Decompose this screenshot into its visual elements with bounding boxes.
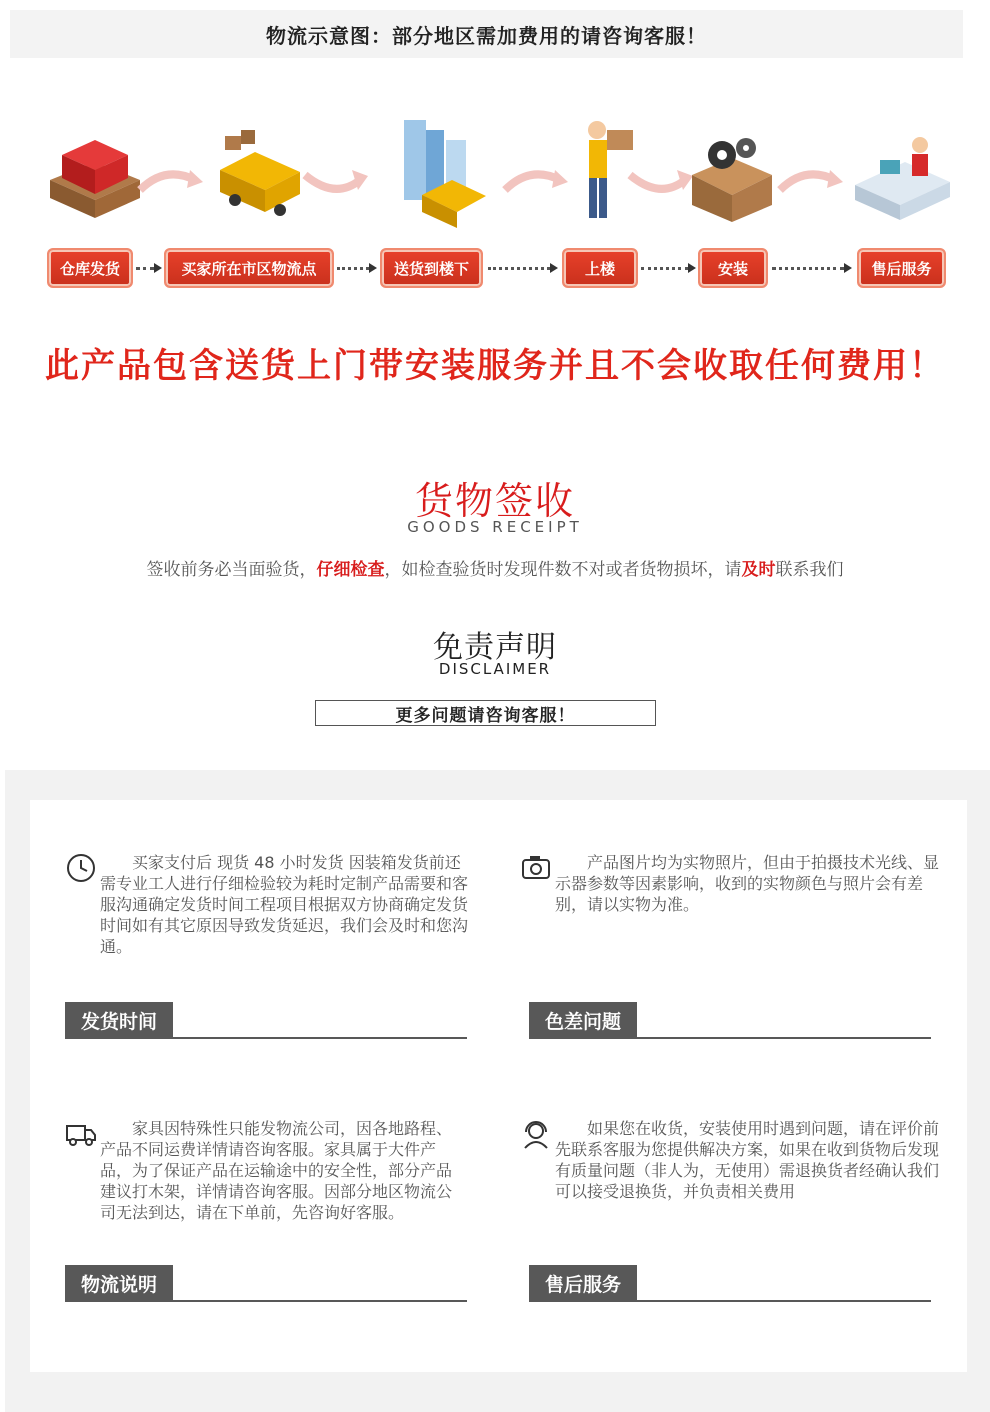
disclaimer-title: 免责声明 — [433, 630, 557, 665]
city-building-icon — [382, 100, 492, 230]
color-difference-text: 产品图片均为实物照片，但由于拍摄技术光线、显示器参数等因素影响，收到的实物颜色与照片会有差别，请以实物为准。 — [555, 853, 940, 914]
contact-service-button[interactable]: 更多问题请咨询客服！ — [315, 700, 656, 726]
flow-connector — [136, 258, 162, 278]
flow-step-downstairs: 送货到楼下 — [380, 248, 483, 288]
info-card — [30, 800, 967, 1372]
receipt-subtitle: GOODS RECEIPT — [407, 518, 583, 536]
camera-icon — [520, 852, 552, 884]
curve-arrow-icon — [135, 160, 205, 200]
support-agent-icon — [520, 1118, 552, 1150]
curve-arrow-icon — [500, 160, 570, 200]
after-sales-block — [520, 1118, 950, 1308]
shipping-time-block — [65, 852, 495, 1042]
flow-step-warehouse: 仓库发货 — [47, 248, 133, 288]
flow-connector — [337, 258, 377, 278]
clock-icon — [65, 852, 97, 884]
flow-connector — [641, 258, 696, 278]
color-difference-block — [520, 852, 950, 1042]
flow-step-install: 安装 — [698, 248, 768, 288]
after-sales-text: 如果您在收货，安装使用时遇到问题，请在评价前先联系客服为您提供解决方案，如果在收到货物后发现有质量问题（非人为，无使用）需退换货者经确认我们可以接受退换货，并负责相关费用 — [555, 1119, 940, 1201]
logistics-text: 家具因特殊性只能发物流公司，因各地路程、产品不同运费详情请咨询客服。家具属于大件产品，为了保证产品在运输途中的安全性，部分产品建议打木架，详情请咨询客服。因部分地区物流公司无法到达，请在下单前，先咨询好客服。 — [100, 1119, 453, 1222]
logistics-flow — [0, 100, 990, 310]
receipt-note-part: 签收前务必当面验货， — [146, 560, 317, 580]
divider — [65, 1300, 467, 1302]
receipt-note-part: 联系我们 — [775, 560, 844, 580]
logistics-block — [65, 1118, 495, 1308]
flow-connector — [772, 258, 852, 278]
flow-connector — [488, 258, 558, 278]
receipt-title: 货物签收 — [414, 479, 575, 523]
customer-service-desk-icon — [850, 100, 960, 230]
delivery-truck-icon — [205, 100, 315, 230]
info-section — [5, 770, 990, 1412]
curve-arrow-icon — [775, 160, 845, 200]
flow-step-after-sales: 售后服务 — [857, 248, 946, 288]
receipt-note-highlight: 及时 — [741, 560, 776, 580]
shipping-time-tag: 发货时间 — [65, 1002, 173, 1038]
receipt-note-highlight: 仔细检查 — [316, 560, 385, 580]
receipt-note — [0, 555, 990, 580]
color-difference-tag: 色差问题 — [529, 1002, 637, 1038]
curve-arrow-icon — [300, 160, 370, 200]
divider — [529, 1300, 931, 1302]
logistics-banner: 物流示意图：部分地区需加费用的请咨询客服！ — [10, 10, 963, 58]
truck-icon — [65, 1118, 97, 1150]
divider — [529, 1037, 931, 1039]
logistics-tag: 物流说明 — [65, 1265, 173, 1301]
free-service-notice: 此产品包含送货上门带安装服务并且不会收取任何费用！ — [45, 346, 945, 386]
after-sales-tag: 售后服务 — [529, 1265, 637, 1301]
flow-step-upstairs: 上楼 — [562, 248, 638, 288]
warehouse-box-icon — [40, 100, 150, 230]
shipping-time-text: 买家支付后 现货 48 小时发货 因装箱发货前还需专业工人进行仔细检验较为耗时定制产品需要和客服沟通确定发货时间工程项目根据双方协商确定发货时间如有其它原因导致发货延迟，我们会及时和您沟通。 — [100, 853, 469, 956]
divider — [65, 1037, 467, 1039]
disclaimer-subtitle: DISCLAIMER — [438, 660, 552, 678]
receipt-note-part: ，如检查验货时发现件数不对或者货物损坏，请 — [384, 560, 742, 580]
flow-step-city-depot: 买家所在市区物流点 — [164, 248, 334, 288]
